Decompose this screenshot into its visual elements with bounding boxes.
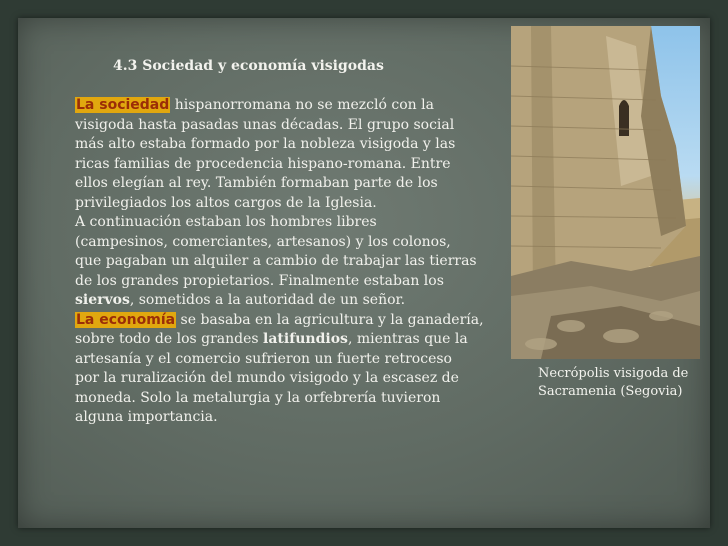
body-line: [75, 174, 515, 194]
text-segment: A continuación estaban los hombres libres: [75, 214, 377, 230]
body-line: [75, 389, 515, 409]
text-segment: privilegiados los altos cargos de la Iglesia.: [75, 194, 377, 211]
body-text: [75, 96, 515, 428]
bold-term: siervos: [75, 292, 130, 308]
body-line: [75, 272, 515, 292]
text-segment: moneda. Solo la metalurgia y la orfebrería tuvieron: [75, 389, 441, 406]
text-segment: que pagaban un alquiler a cambio de trabajar las tierras: [75, 253, 477, 269]
body-line: [75, 233, 515, 253]
text-segment: ellos elegían al rey. También formaban parte de los: [75, 175, 438, 191]
text-segment: , sometidos a la autoridad de un señor.: [129, 292, 406, 308]
text-segment: , mientras que la: [347, 331, 468, 347]
body-line: [75, 213, 515, 233]
text-segment: por la ruralización del mundo visigodo y la escasez de: [75, 370, 459, 386]
body-line: [75, 194, 515, 214]
text-segment: (campesinos, comerciantes, artesanos) y los colonos,: [75, 233, 451, 250]
body-line: [75, 408, 515, 428]
body-line: [75, 330, 515, 350]
body-line: [75, 96, 515, 116]
body-line: [75, 116, 515, 136]
body-line: [75, 252, 515, 272]
body-line: [75, 291, 515, 311]
text-segment: artesanía y el comercio sufrieron un fuerte retroceso: [75, 350, 452, 367]
body-line: [75, 155, 515, 175]
caption-line: Necrópolis visigoda de: [538, 366, 689, 381]
body-line: [75, 350, 515, 370]
highlighted-term: La economía: [76, 311, 176, 328]
caption-line: Sacramenia (Segovia): [538, 384, 683, 399]
text-segment: alguna importancia.: [75, 409, 218, 425]
text-segment: hispanorromana no se mezcló con la: [170, 97, 434, 113]
photo-caption: [538, 365, 708, 401]
text-segment: de los grandes propietarios. Finalmente estaban los: [75, 272, 444, 289]
body-line: [75, 369, 515, 389]
slide-title: 4.3 Sociedad y economía visigodas: [113, 58, 384, 74]
body-line: [75, 311, 515, 331]
bold-term: latifundios: [263, 331, 348, 347]
text-segment: se basaba en la agricultura y la ganadería,: [176, 311, 484, 328]
text-segment: visigoda hasta pasadas unas décadas. El grupo social: [75, 116, 455, 133]
text-segment: más alto estaba formado por la nobleza visigoda y las: [75, 136, 456, 152]
text-segment: sobre todo de los grandes: [75, 331, 264, 347]
text-segment: ricas familias de procedencia hispano-romana. Entre: [75, 155, 451, 172]
body-line: [75, 135, 515, 155]
highlighted-term: La sociedad: [76, 97, 170, 113]
ruins-illustration: [511, 26, 700, 359]
church-ruins-photo: [511, 26, 700, 359]
